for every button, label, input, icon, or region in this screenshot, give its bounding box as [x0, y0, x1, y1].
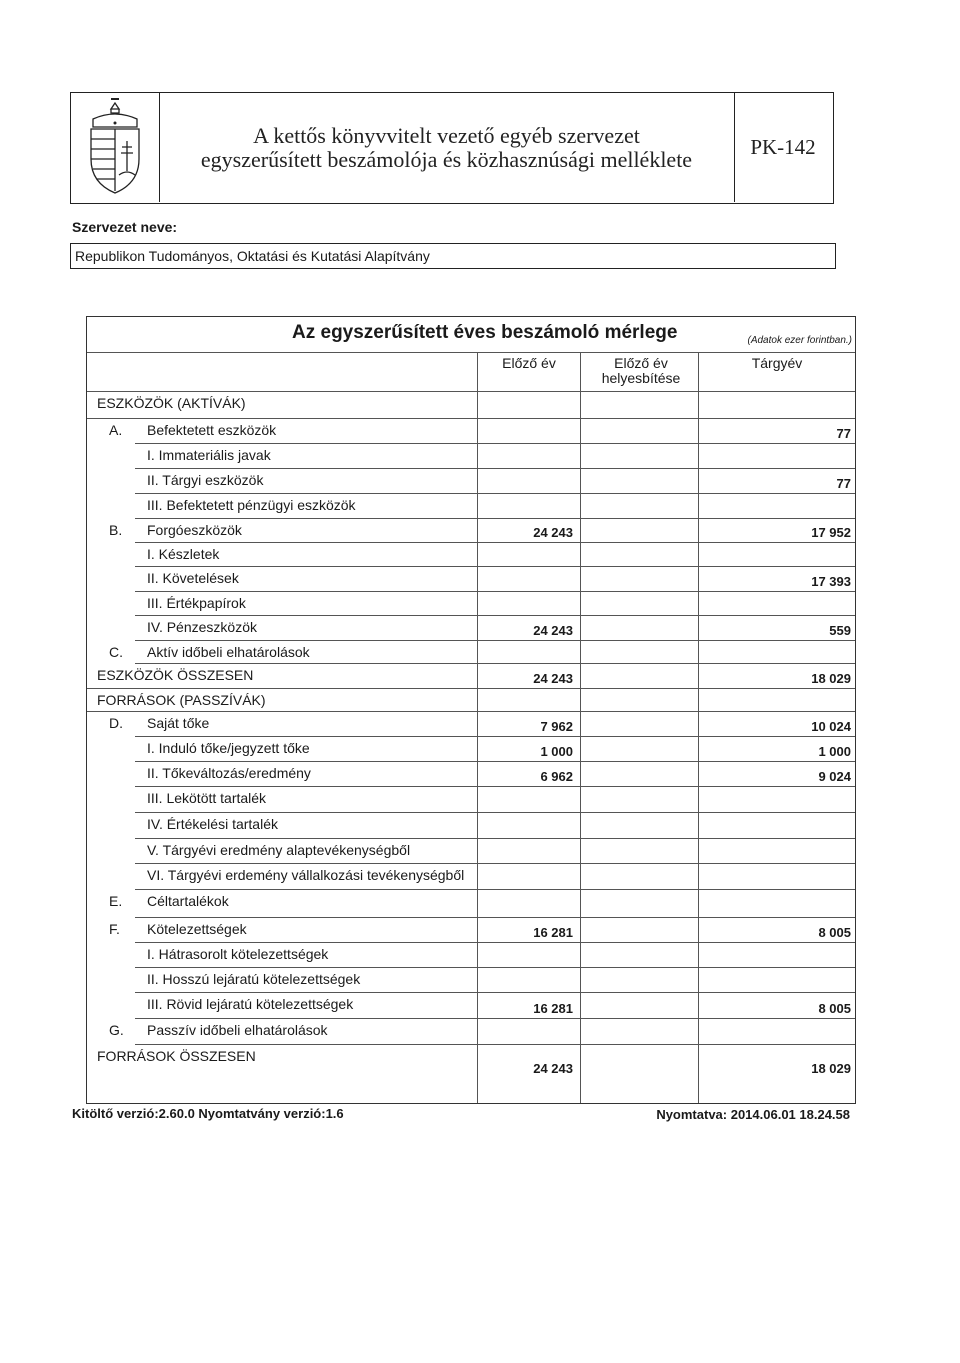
form-code: PK-142 — [750, 135, 816, 159]
current-year-value: 77 — [836, 426, 851, 441]
row-label: Céltartalékok — [147, 893, 229, 909]
row-label: II. Tárgyi eszközök — [147, 472, 264, 488]
col-head-prev-year: Előző év — [502, 355, 556, 371]
prev-year-value: 16 281 — [533, 1001, 573, 1016]
row-label: ESZKÖZÖK ÖSSZESEN — [97, 667, 254, 683]
form-code-cell — [734, 93, 832, 202]
row-divider — [87, 418, 855, 419]
row-label: I. Készletek — [147, 546, 220, 562]
current-year-value: 1 000 — [818, 744, 851, 759]
current-year-value: 77 — [836, 476, 851, 491]
row-divider — [135, 640, 855, 641]
current-year-value: 17 952 — [811, 525, 851, 540]
software-version: Kitöltő verzió:2.60.0 Nyomtatvány verzió:1.6 — [72, 1106, 344, 1121]
row-label: Passzív időbeli elhatárolások — [147, 1022, 328, 1038]
prev-year-value: 24 243 — [533, 525, 573, 540]
row-label: Aktív időbeli elhatárolások — [147, 644, 310, 660]
row-divider — [135, 615, 855, 616]
balance-sheet-title: Az egyszerűsített éves beszámoló mérlege — [292, 322, 678, 343]
organization-name: Republikon Tudományos, Oktatási és Kutatási Alapítvány — [75, 248, 430, 264]
row-label: VI. Tárgyévi erdemény vállalkozási tevékenységből — [147, 867, 465, 883]
row-letter: G. — [109, 1022, 124, 1038]
row-label: Kötelezettségek — [147, 921, 247, 937]
prev-year-value: 24 243 — [533, 671, 573, 686]
col-separator-1 — [477, 352, 478, 1103]
current-year-value: 8 005 — [818, 925, 851, 940]
row-label: III. Lekötött tartalék — [147, 790, 267, 806]
row-label: Befektetett eszközök — [147, 422, 277, 438]
unit-note: (Adatok ezer forintban.) — [747, 335, 852, 346]
row-label: V. Tárgyévi eredmény alaptevékenységből — [147, 842, 411, 858]
row-divider — [87, 688, 855, 689]
row-label: ESZKÖZÖK (AKTÍVÁK) — [97, 395, 246, 411]
row-letter: E. — [109, 893, 123, 909]
form-header — [70, 92, 834, 204]
current-year-value: 18 029 — [811, 1061, 851, 1076]
row-label: IV. Pénzeszközök — [147, 619, 257, 635]
row-letter: D. — [109, 715, 123, 731]
column-header-divider — [87, 391, 855, 392]
row-label: I. Hátrasorolt kötelezettségek — [147, 946, 329, 962]
row-label: FORRÁSOK (PASSZÍVÁK) — [97, 692, 266, 708]
row-divider — [135, 889, 855, 890]
row-label: Saját tőke — [147, 715, 210, 731]
row-divider — [135, 542, 855, 543]
row-divider — [135, 863, 855, 864]
row-divider — [135, 1044, 855, 1045]
row-divider — [135, 838, 855, 839]
current-year-value: 17 393 — [811, 574, 851, 589]
form-title-line2: egyszerűsített beszámolója és közhasznúsági melléklete — [200, 146, 693, 172]
col-head-prev-correction — [582, 356, 700, 386]
row-letter: F. — [109, 921, 120, 937]
prev-year-value: 7 962 — [540, 719, 573, 734]
row-label: I. Immateriális javak — [147, 447, 271, 463]
organization-name-field[interactable] — [70, 243, 836, 269]
row-label: FORRÁSOK ÖSSZESEN — [97, 1048, 256, 1064]
row-label: II. Hosszú lejáratú kötelezettségek — [147, 971, 361, 987]
row-label: III. Rövid lejáratú kötelezettségek — [147, 996, 354, 1012]
row-divider — [135, 786, 855, 787]
row-letter: C. — [109, 644, 123, 660]
row-divider — [135, 566, 855, 567]
row-label: II. Tőkeváltozás/eredmény — [147, 765, 311, 781]
row-divider — [135, 663, 855, 664]
row-label: IV. Értékelési tartalék — [147, 816, 278, 832]
header-divider — [87, 352, 855, 353]
current-year-value: 9 024 — [818, 769, 851, 784]
row-divider — [87, 711, 855, 712]
row-letter: A. — [109, 422, 123, 438]
row-divider — [135, 992, 855, 993]
row-label: III. Befektetett pénzügyi eszközök — [147, 497, 356, 513]
hungarian-coat-of-arms-icon — [71, 93, 159, 202]
row-divider — [135, 443, 855, 444]
balance-sheet-table — [86, 316, 856, 1104]
current-year-value: 10 024 — [811, 719, 851, 734]
row-divider — [135, 736, 855, 737]
row-label: Forgóeszközök — [147, 522, 242, 538]
row-divider — [135, 1018, 855, 1019]
row-divider — [135, 812, 855, 813]
current-year-value: 18 029 — [811, 671, 851, 686]
col-separator-3 — [698, 352, 699, 1103]
row-divider — [135, 518, 855, 519]
prev-year-value: 6 962 — [540, 769, 573, 784]
organization-label: Szervezet neve: — [72, 219, 178, 235]
current-year-value: 559 — [829, 623, 851, 638]
col-head-prev-correction-line1: Előző év — [614, 355, 668, 371]
col-head-current-year: Tárgyév — [751, 355, 803, 371]
col-head-prev-correction-line2: helyesbítése — [601, 370, 681, 386]
prev-year-value: 16 281 — [533, 925, 573, 940]
current-year-value: 8 005 — [818, 1001, 851, 1016]
row-divider — [135, 493, 855, 494]
row-divider — [135, 761, 855, 762]
prev-year-value: 24 243 — [533, 623, 573, 638]
row-divider — [135, 591, 855, 592]
title-cell — [159, 93, 735, 202]
print-timestamp: Nyomtatva: 2014.06.01 18.24.58 — [656, 1107, 850, 1122]
row-divider — [135, 917, 855, 918]
form-title-line1: A kettős könyvvitelt vezető egyéb szervezet — [253, 122, 640, 148]
row-divider — [135, 967, 855, 968]
col-separator-2 — [580, 352, 581, 1103]
logo-cell — [71, 93, 160, 202]
row-label: I. Induló tőke/jegyzett tőke — [147, 740, 310, 756]
row-label: II. Követelések — [147, 570, 239, 586]
row-letter: B. — [109, 522, 123, 538]
row-divider — [135, 942, 855, 943]
prev-year-value: 24 243 — [533, 1061, 573, 1076]
row-label: III. Értékpapírok — [147, 595, 246, 611]
prev-year-value: 1 000 — [540, 744, 573, 759]
row-divider — [135, 468, 855, 469]
